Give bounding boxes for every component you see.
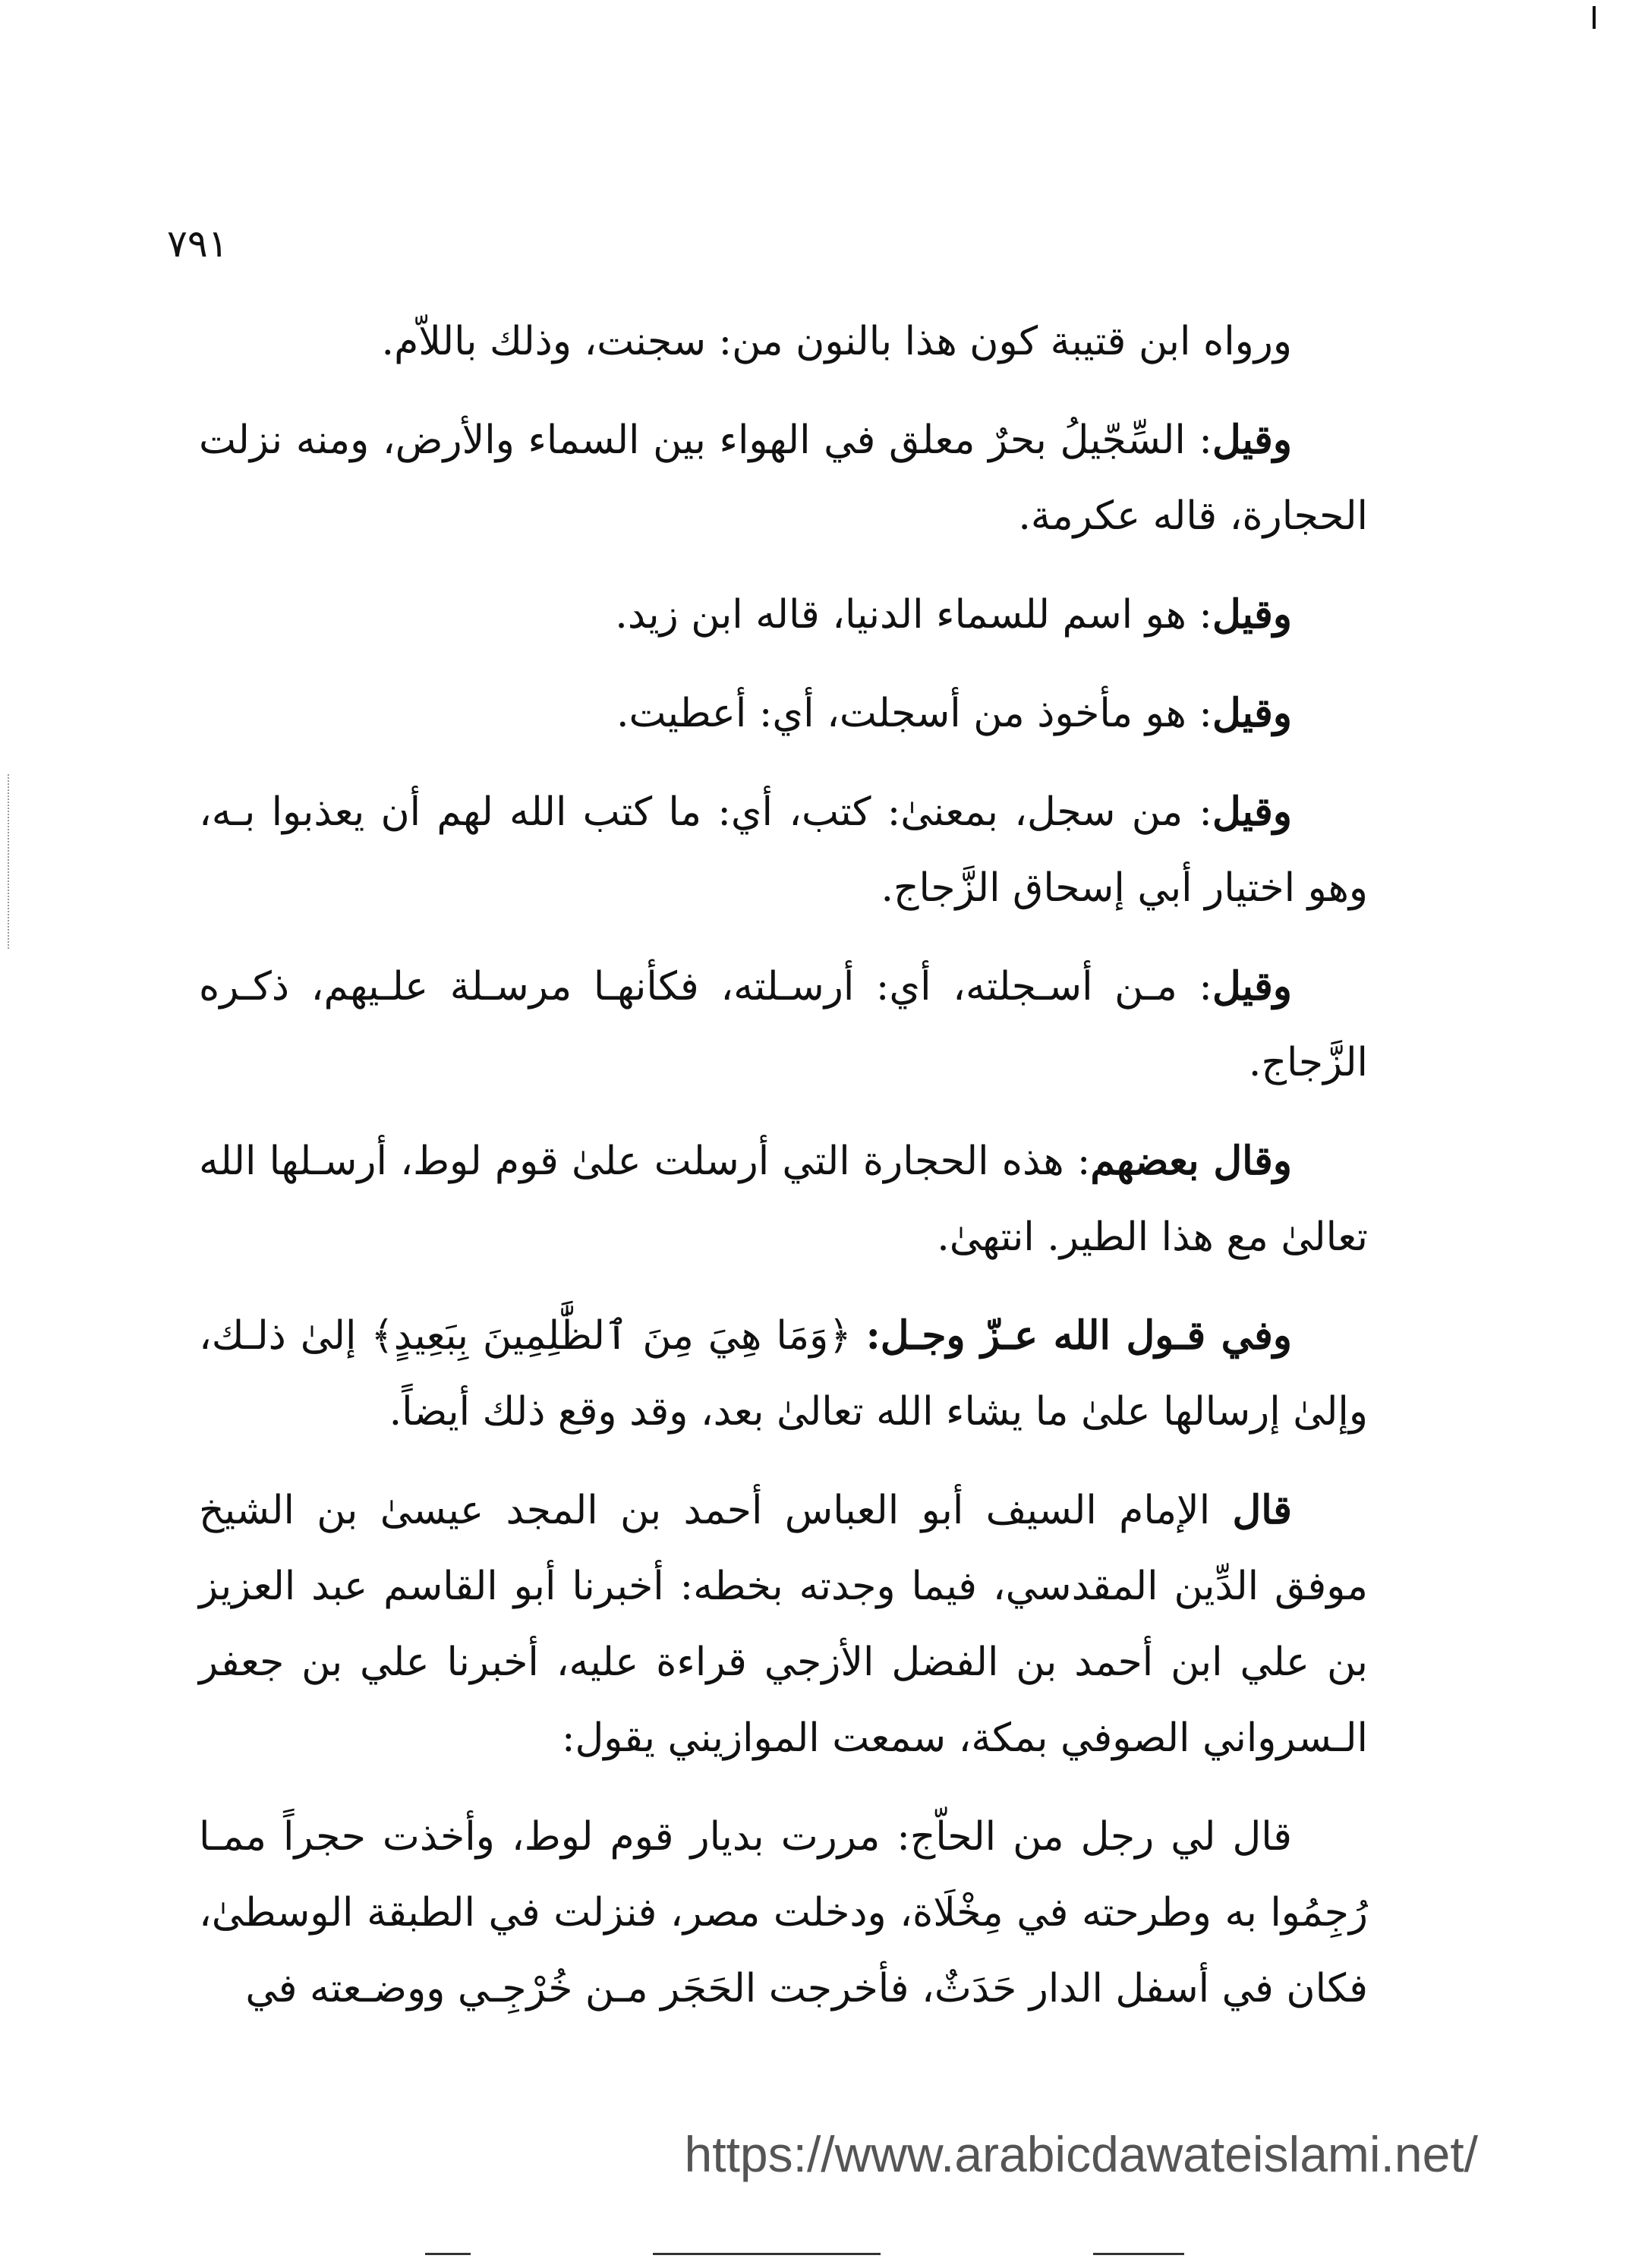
bottom-rule (1093, 2253, 1184, 2255)
text-body (199, 304, 1368, 2049)
bottom-rule (425, 2253, 471, 2255)
paragraph-lead: وفي قـول الله عـزّ وجـل: (865, 1312, 1292, 1359)
paragraph-text: : هو اسم للسماء الدنيا، قاله ابن زيد. (615, 592, 1212, 638)
paragraph-lead: وقيل (1212, 417, 1292, 463)
paragraph (199, 676, 1368, 751)
paragraph (199, 577, 1368, 653)
paragraph-text: ورواه ابن قتيبة كون هذا بالنون من: سجنت، وذلك باللاّم. (381, 319, 1292, 364)
paragraph-text: الإمام السيف أبو العباس أحمد بن المجد عيسىٰ بن الشيخ موفق الدِّين المقدسي، فيما وجدته بخطه: أخبرنا أبو القاسم عبد العزيز بن علي ابن أحمد بن الفضل الأزجي قراءة عليه، أخبرنا علي بن جعفر الـسرواني الصوفي بمكة، سمعت الموازيني يقول: (199, 1488, 1369, 1761)
paragraph-lead: وقيل (1212, 591, 1292, 638)
page-number: ٧٩١ (167, 222, 228, 266)
paragraph (199, 304, 1368, 380)
paragraph (199, 1123, 1368, 1275)
paragraph-lead: وقال بعضهم (1090, 1138, 1292, 1184)
paragraph-lead: وقيل (1212, 963, 1292, 1010)
paragraph-lead: وقيل (1212, 789, 1292, 835)
page-edge-mark (1593, 6, 1596, 29)
paragraph (199, 1473, 1368, 1776)
paragraph-lead: قال (1232, 1487, 1292, 1533)
paragraph (199, 949, 1368, 1101)
paragraph-text: : مـن أسـجلته، أي: أرسـلته، فكأنهـا مرسـلة علـيهم، ذكـره الزَّجاج. (199, 964, 1368, 1085)
paragraph-text: : من سجل، بمعنىٰ: كتب، أي: ما كتب الله لهم أن يعذبوا بـه، وهو اختيار أبي إسحاق الزَّجاج. (199, 789, 1368, 911)
quran-verse: ﴿وَمَا هِيَ مِنَ ٱلظَّٰلِمِينَ بِبَعِيدٍ﴾ (370, 1313, 852, 1359)
paragraph (199, 1298, 1368, 1450)
margin-dotted-line (8, 774, 11, 949)
paragraph-text: : هو مأخوذ من أسجلت، أي: أعطيت. (616, 691, 1212, 736)
paragraph (199, 402, 1368, 554)
paragraph-text: قال لي رجل من الحاّج: مررت بديار قوم لوط، وأخذت حجراً ممـا رُجِمُوا به وطرحته في مِخْلَاة، ودخلت مصر، فنزلت في الطبقة الوسطىٰ، فكان في أسفل الدار حَدَثٌ، فأخرجت الحَجَر مـن خُرْجِـي ووضـعته في (199, 1814, 1368, 2011)
paragraph-text: : السِّجّيلُ بحرٌ معلق في الهواء بين السماء والأرض، ومنه نزلت الحجارة، قاله عكرمة. (199, 417, 1368, 539)
bottom-rule (653, 2253, 881, 2255)
paragraph-text: إلىٰ ذلـك، وإلىٰ إرسالها علىٰ ما يشاء الله تعالىٰ بعد، وقد وقع ذلك أيضاً. (199, 1313, 1368, 1435)
paragraph (199, 774, 1368, 926)
paragraph-lead: وقيل (1212, 690, 1292, 736)
paragraph (199, 1799, 1368, 2027)
watermark-url: https://www.arabicdawateislami.net/ (684, 2126, 1478, 2182)
paragraph-text: : هذه الحجارة التي أرسلت علىٰ قوم لوط، أرسـلها الله تعالىٰ مع هذا الطير. انتهىٰ. (199, 1139, 1368, 1260)
